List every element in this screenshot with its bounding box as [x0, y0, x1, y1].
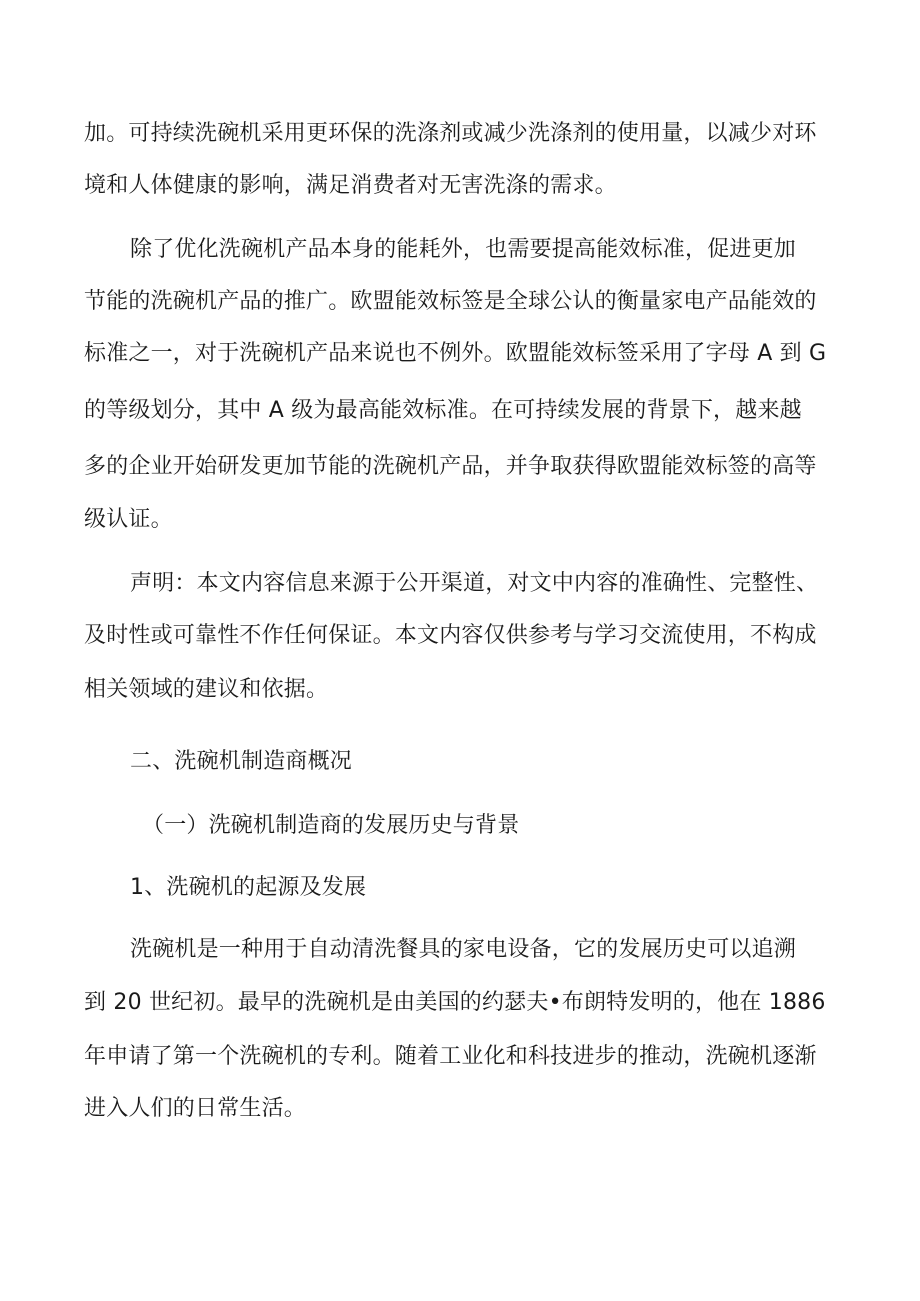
text-line: 相关领域的建议和依据。 [84, 677, 329, 702]
text-line: 多的企业开始研发更加节能的洗碗机产品，并争取获得欧盟能效标签的高等 [84, 454, 817, 479]
text-line: 标准之一，对于洗碗机产品来说也不例外。欧盟能效标签采用了字母 A 到 G [84, 341, 827, 366]
text-line: 级认证。 [84, 507, 173, 532]
text-line: 境和人体健康的影响，满足消费者对无害洗涤的需求。 [84, 173, 617, 198]
text-line: 进入人们的日常生活。 [84, 1096, 307, 1121]
text-line: 加。可持续洗碗机采用更环保的洗涤剂或减少洗涤剂的使用量，以减少对环 [84, 121, 817, 146]
text-line: 的等级划分，其中 A 级为最高能效标准。在可持续发展的背景下，越来越 [84, 398, 802, 423]
text-line: 洗碗机是一种用于自动清洗餐具的家电设备，它的发展历史可以追溯 [130, 937, 797, 962]
section-heading: 二、洗碗机制造商概况 [130, 749, 353, 774]
subsection-heading: （一）洗碗机制造商的发展历史与背景 [142, 813, 520, 838]
text-line: 声明：本文内容信息来源于公开渠道，对文中内容的准确性、完整性、 [130, 571, 819, 596]
text-line: 到 20 世纪初。最早的洗碗机是由美国的约瑟夫•布朗特发明的，他在 1886 [84, 990, 826, 1015]
text-line: 节能的洗碗机产品的推广。欧盟能效标签是全球公认的衡量家电产品能效的 [84, 289, 817, 314]
text-line: 除了优化洗碗机产品本身的能耗外，也需要提高能效标准，促进更加 [130, 237, 797, 262]
subsubsection-heading: 1、洗碗机的起源及发展 [130, 875, 367, 900]
text-line: 年申请了第一个洗碗机的专利。随着工业化和科技进步的推动，洗碗机逐渐 [84, 1044, 817, 1069]
text-line: 及时性或可靠性不作任何保证。本文内容仅供参考与学习交流使用，不构成 [84, 623, 817, 648]
